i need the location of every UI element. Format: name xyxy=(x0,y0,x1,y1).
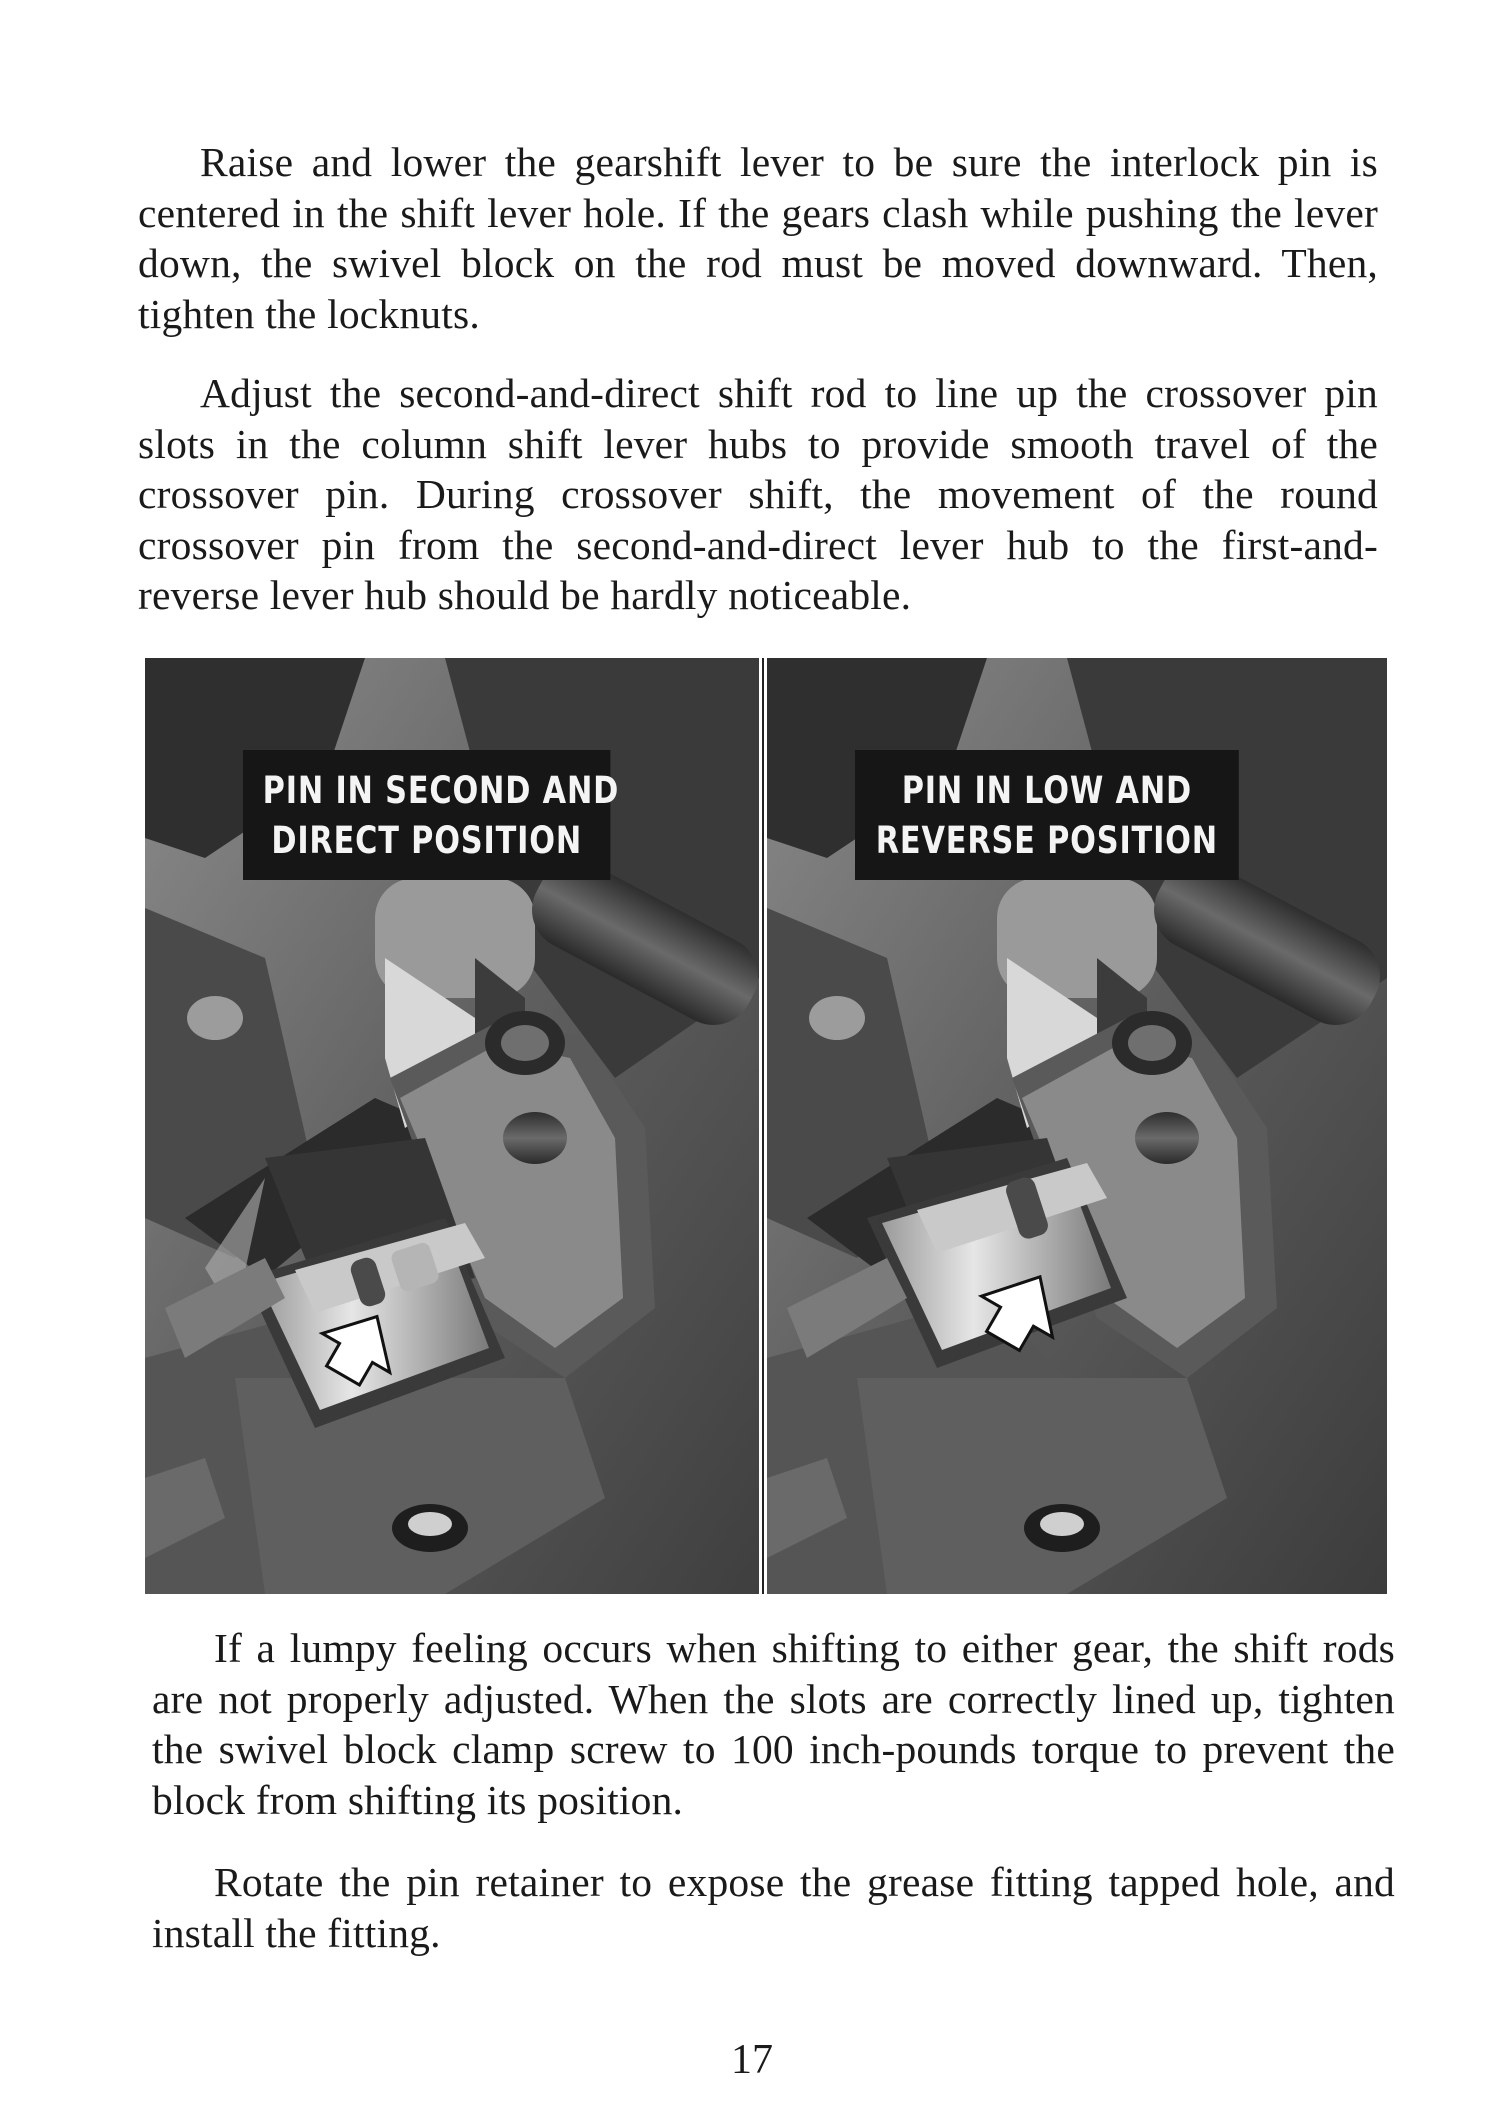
photo-divider xyxy=(759,658,767,1594)
paragraph-grease-fitting: Rotate the pin retainer to expose the grease fitting tapped hole, and install the fitting. xyxy=(152,1859,1395,1956)
paragraph-second-direct-adjust: Adjust the second-and-direct shift rod to line up the crossover pin slots in the column shift lever hubs to provide smooth travel of the crossover pin. During crossover shift, the movement of the round crossover pin from the second-and-direct lever hub to the first-and-reverse lever hub should be hardly noticeable. xyxy=(138,370,1378,618)
paragraph-lumpy-feeling: If a lumpy feeling occurs when shifting to either gear, the shift rods are not properly adjusted. When the slots are correctly lined up, tighten the swivel block clamp screw to 100 inch-pounds torque to prevent the block from shifting its position. xyxy=(152,1625,1395,1823)
paragraph-gearshift-interlock: Raise and lower the gearshift lever to be sure the interlock pin is centered in the shift lever hole. If the gears clash while pushing the lever down, the swivel block on the rod must be moved downward. Then, tighten the locknuts. xyxy=(138,139,1378,337)
page-number: 17 xyxy=(731,2037,773,2083)
caption-left-line2: DIRECT POSITION xyxy=(271,819,583,862)
photo-low-reverse-position xyxy=(767,658,1387,1594)
caption-left-line1: PIN IN SECOND AND xyxy=(262,769,620,812)
photo-second-direct-position xyxy=(145,658,759,1594)
caption-box-right xyxy=(855,750,1239,880)
caption-right-line1: PIN IN LOW AND xyxy=(901,769,1193,812)
caption-right-line2: REVERSE POSITION xyxy=(875,819,1219,862)
photo-comparison xyxy=(145,658,1387,1594)
caption-box-left xyxy=(243,750,620,880)
